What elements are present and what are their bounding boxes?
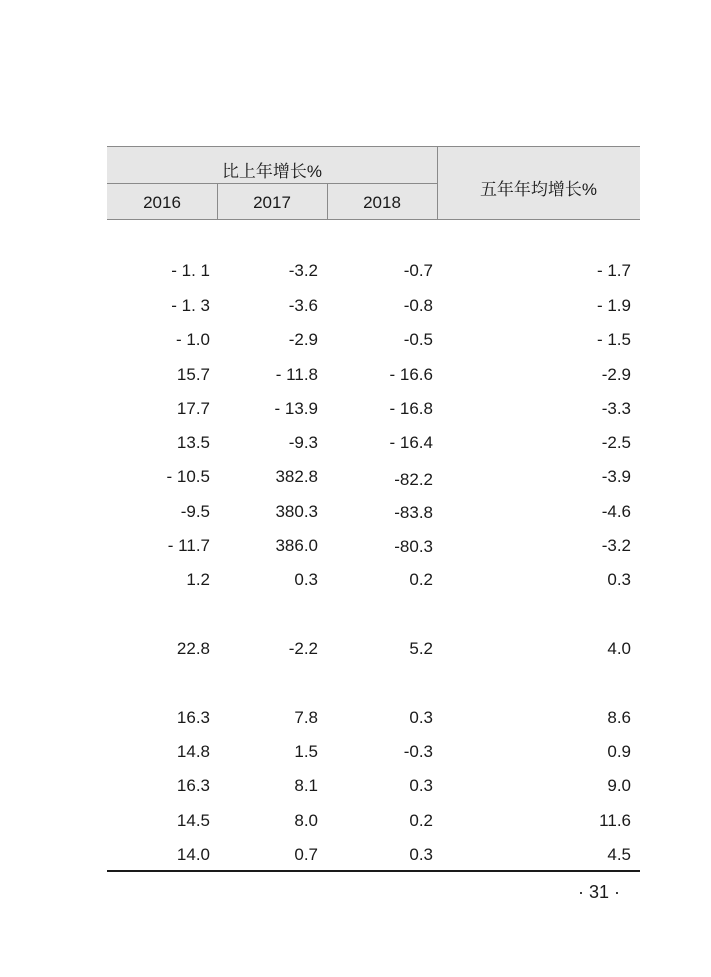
table-cell: 14.0 bbox=[176, 845, 210, 864]
table-cell: -0.7 bbox=[403, 261, 433, 280]
table-cell: 13.5 bbox=[176, 433, 210, 452]
table-cell: - 11.8 bbox=[275, 365, 318, 384]
table-cell: -2.9 bbox=[601, 365, 631, 384]
table-cell: 0.3 bbox=[409, 708, 433, 727]
table-cell: 386.0 bbox=[275, 536, 318, 555]
table-cell: - 1. 1 bbox=[171, 261, 210, 280]
table-cell: -3.3 bbox=[601, 399, 631, 418]
table-cell: 22.8 bbox=[176, 639, 210, 658]
table-cell: -82.2 bbox=[394, 470, 433, 489]
table-cell: -3.9 bbox=[601, 467, 631, 486]
header-year-2018: 2018 bbox=[363, 193, 401, 212]
table-cell: 8.6 bbox=[607, 708, 631, 727]
table-cell: 14.8 bbox=[176, 742, 210, 761]
table-cell: -2.2 bbox=[288, 639, 318, 658]
table-cell: 8.1 bbox=[294, 776, 318, 795]
table-cell: -4.6 bbox=[601, 502, 631, 521]
table-cell: -2.9 bbox=[288, 330, 318, 349]
table-cell: 16.3 bbox=[176, 708, 210, 727]
table-cell: 1.5 bbox=[294, 742, 318, 761]
table-cell: 382.8 bbox=[275, 467, 318, 486]
table-cell: -3.6 bbox=[288, 296, 318, 315]
table-cell: 11.6 bbox=[599, 811, 631, 830]
table-cell: 16.3 bbox=[176, 776, 210, 795]
table-cell: - 1.7 bbox=[596, 261, 631, 280]
header-top-rule bbox=[107, 146, 640, 147]
table-cell: -3.2 bbox=[288, 261, 318, 280]
table-cell: -83.8 bbox=[394, 503, 433, 522]
table-cell: -80.3 bbox=[394, 537, 433, 556]
table-cell: -0.8 bbox=[403, 296, 433, 315]
table-cell: 0.3 bbox=[607, 570, 631, 589]
table-cell: - 1.9 bbox=[596, 296, 631, 315]
table-cell: - 13.9 bbox=[274, 399, 318, 418]
table-cell: - 11.7 bbox=[167, 536, 210, 555]
table-cell: -0.5 bbox=[403, 330, 433, 349]
table-cell: - 1.5 bbox=[596, 330, 631, 349]
header-mid-rule bbox=[107, 183, 437, 184]
table-cell: 8.0 bbox=[294, 811, 318, 830]
table-cell: 14.5 bbox=[176, 811, 210, 830]
table-cell: -2.5 bbox=[601, 433, 631, 452]
table-cell: -3.2 bbox=[601, 536, 631, 555]
table-cell: -9.3 bbox=[288, 433, 318, 452]
header-year-2017: 2017 bbox=[253, 193, 291, 212]
table-cell: 0.3 bbox=[409, 845, 433, 864]
header-avg-label: 五年年均增长% bbox=[479, 180, 598, 199]
table-cell: 15.7 bbox=[176, 365, 210, 384]
header-bottom-rule bbox=[107, 219, 640, 220]
header-year-2016: 2016 bbox=[143, 193, 181, 212]
table-cell: 0.2 bbox=[409, 570, 433, 589]
table-cell: - 1.0 bbox=[175, 330, 210, 349]
table-cell: - 16.6 bbox=[389, 365, 433, 384]
table-cell: 0.7 bbox=[294, 845, 318, 864]
table-cell: 0.3 bbox=[409, 776, 433, 795]
table-cell: 9.0 bbox=[607, 776, 631, 795]
table-cell: -9.5 bbox=[180, 502, 210, 521]
table-cell: - 16.8 bbox=[389, 399, 433, 418]
table-cell: - 1. 3 bbox=[171, 296, 210, 315]
page-number: · 31 · bbox=[578, 882, 621, 902]
table-cell: 4.0 bbox=[607, 639, 631, 658]
table-cell: 17.7 bbox=[176, 399, 210, 418]
table-cell: 380.3 bbox=[275, 502, 318, 521]
table-cell: 0.3 bbox=[294, 570, 318, 589]
header-group-label: 比上年增长% bbox=[221, 162, 323, 181]
table-cell: 1.2 bbox=[186, 570, 210, 589]
table-cell: -0.3 bbox=[403, 742, 433, 761]
table-cell: 0.9 bbox=[607, 742, 631, 761]
table-bottom-rule bbox=[107, 870, 640, 872]
table-cell: 5.2 bbox=[409, 639, 433, 658]
table-cell: 0.2 bbox=[409, 811, 433, 830]
table-cell: - 16.4 bbox=[389, 433, 433, 452]
table-cell: - 10.5 bbox=[166, 467, 210, 486]
table-cell: 7.8 bbox=[294, 708, 318, 727]
table-cell: 4.5 bbox=[607, 845, 631, 864]
